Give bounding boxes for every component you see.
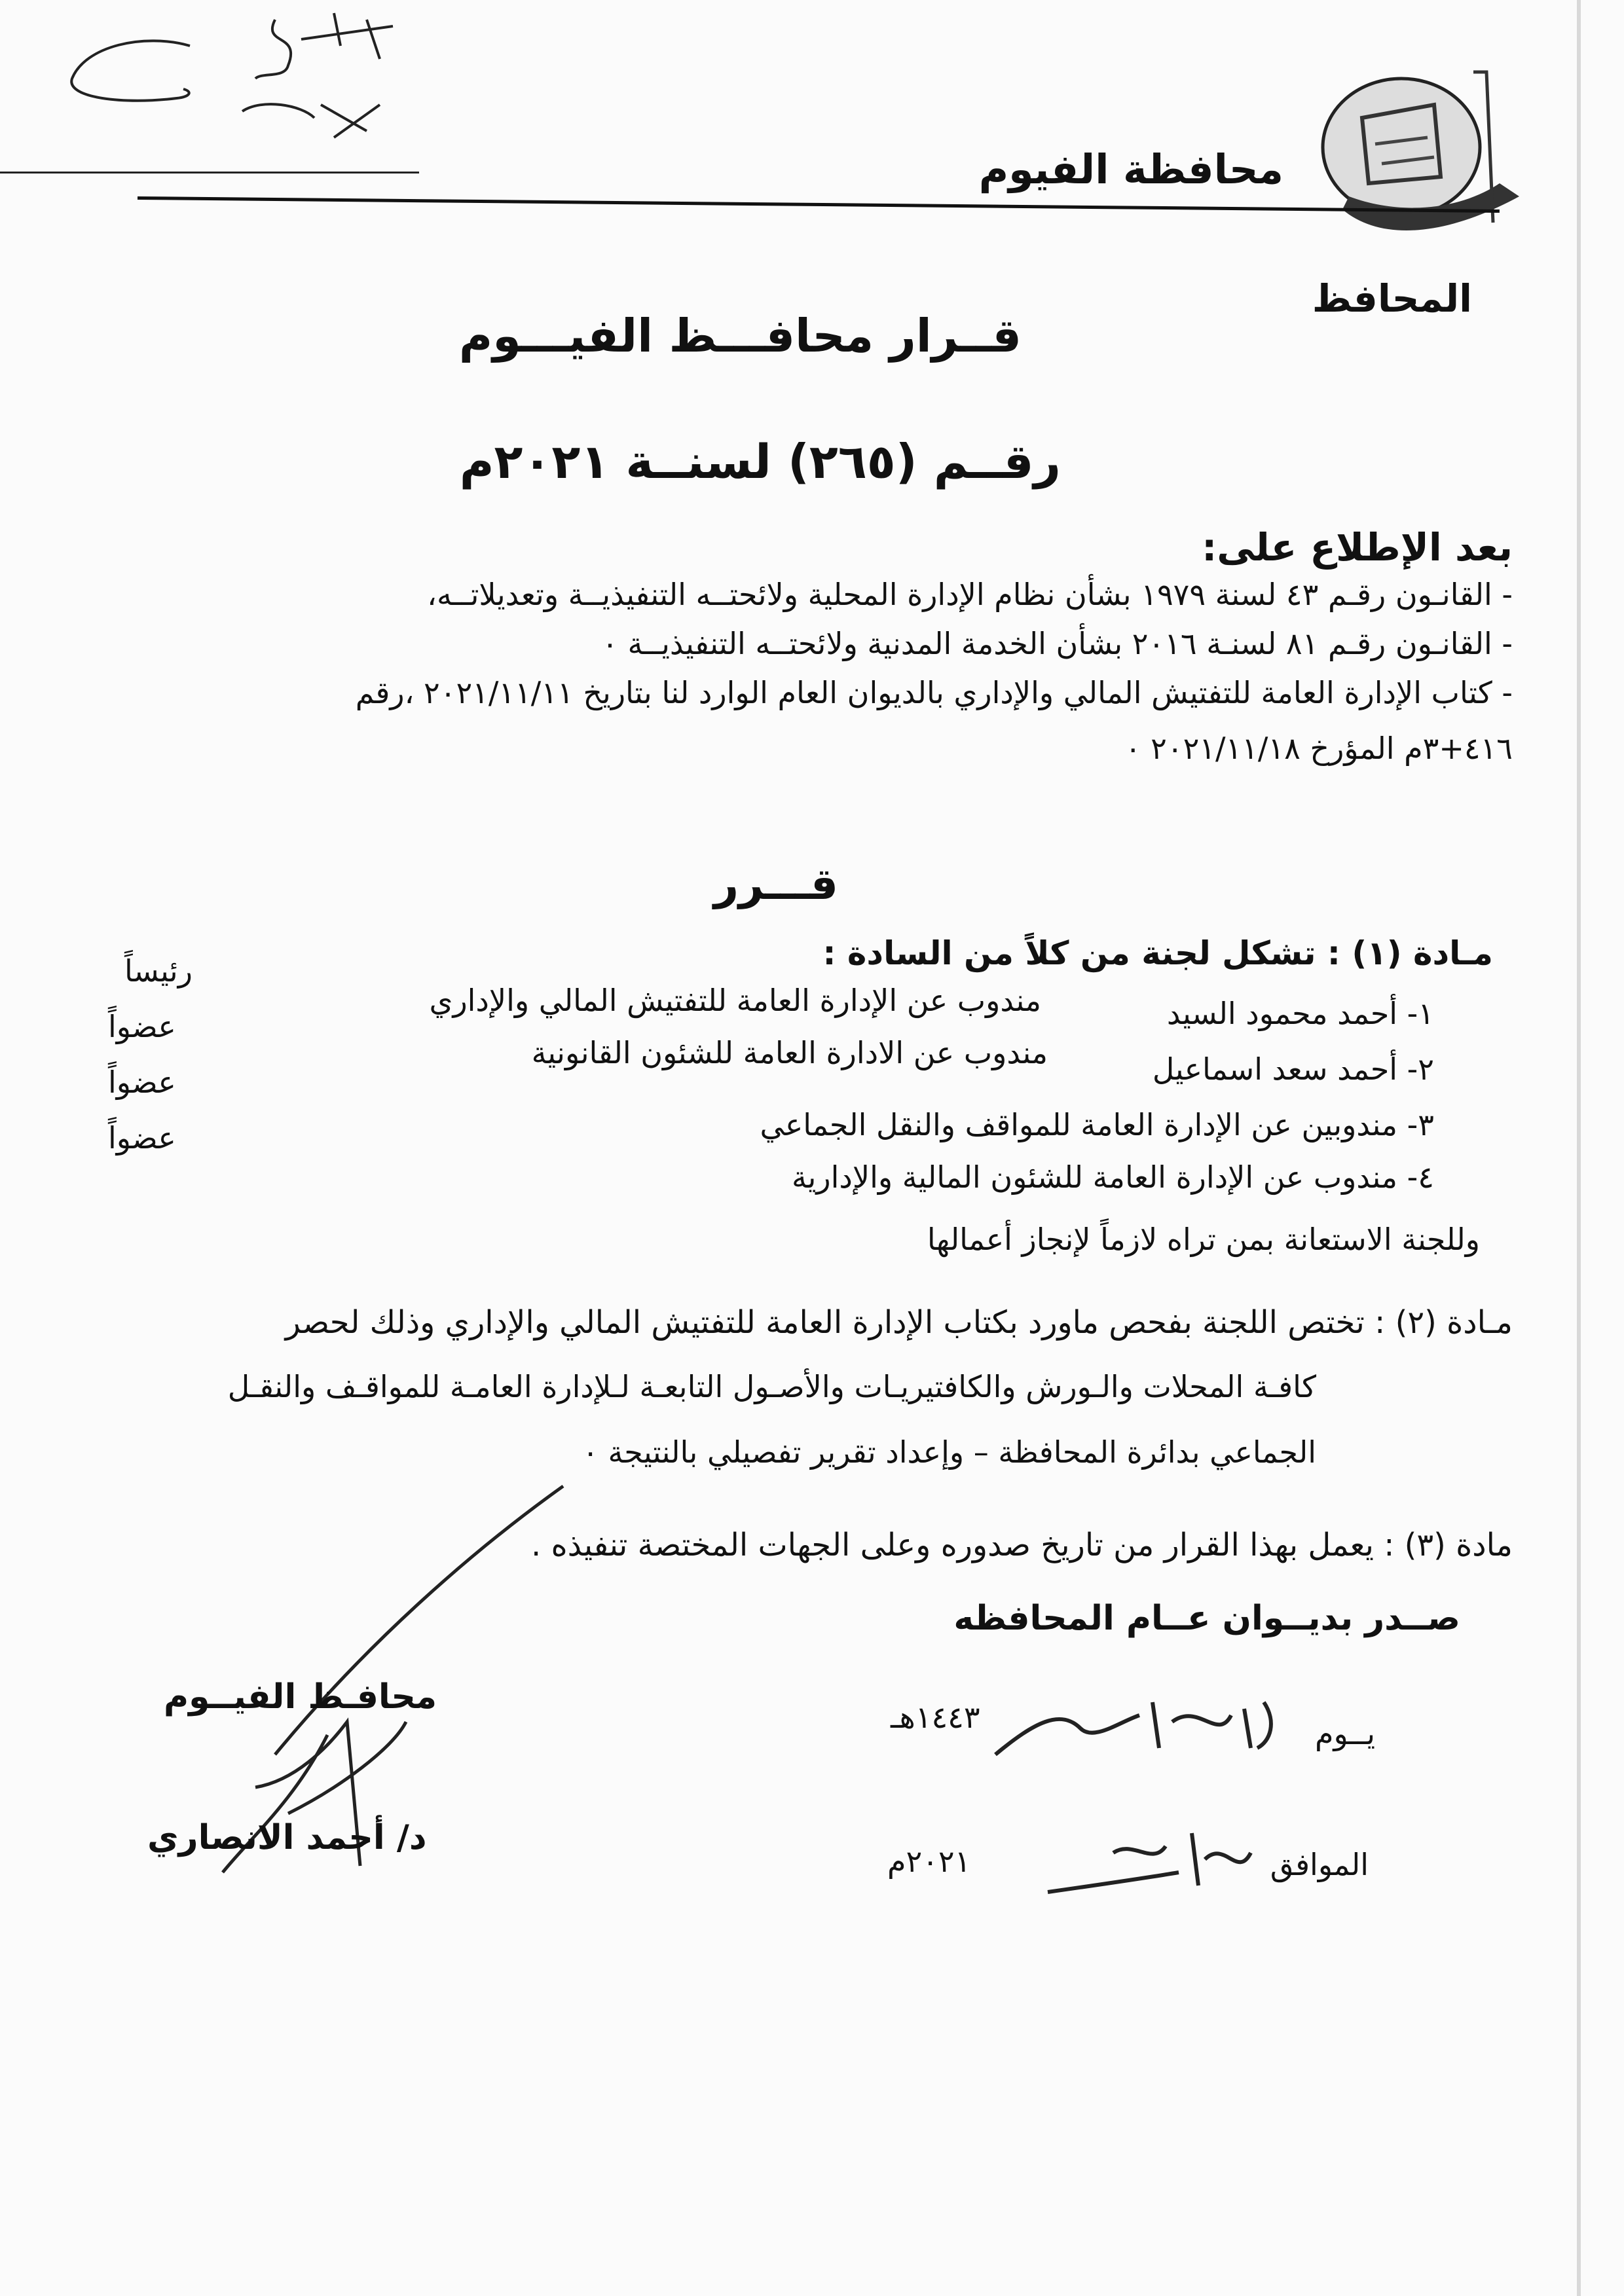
article3-line: مادة (٣) : يعمل بهذا القرار من تاريخ صدوره وعلى الجهات المختصة تنفيذه . — [530, 1527, 1513, 1563]
decision-title: قــرار محافـــظ الفيـــوم — [458, 309, 1022, 363]
member-name: ١- أحمد محمود السيد — [1166, 996, 1434, 1031]
article2-line: الجماعي بدائرة المحافظة – وإعداد تقرير تفصيلي بالنتيجة ٠ — [582, 1434, 1316, 1470]
member-name: ٢- أحمد سعد اسماعيل — [1152, 1051, 1434, 1087]
greg-year: ٢٠٢١م — [887, 1844, 971, 1879]
signatory-title: محافـظ الفيــوم — [164, 1677, 437, 1717]
member-role: عضواً — [108, 1009, 176, 1044]
member-name: ٣- مندوبين عن الإدارة العامة للمواقف والنقل الجماعي — [760, 1107, 1434, 1142]
member-name: ٤- مندوب عن الإدارة العامة للشئون المالية والإدارية — [791, 1159, 1434, 1195]
emblem-icon — [1303, 65, 1526, 242]
preamble-item: - القانـون رقـم ٤٣ لسنة ١٩٧٩ بشأن نظام الإدارة المحلية ولائحتــه التنفيذيــة وتعديلاتــه، — [427, 577, 1513, 612]
decision-number: رقــم (٢٦٥) لسنــة ٢٠٢١م — [459, 434, 1061, 489]
greg-label: الموافق — [1270, 1847, 1369, 1882]
day-label: يــوم — [1315, 1716, 1375, 1751]
member-role: عضواً — [108, 1120, 176, 1156]
article1-heading: مـادة (١) : تشكل لجنة من كلاً من السادة : — [822, 934, 1493, 972]
handwritten-annotation — [26, 7, 419, 177]
preamble-item: ٤١٦+٣م المؤرخ ٢٠٢١/١١/١٨ ٠ — [1124, 731, 1513, 766]
greg-date-handwritten — [1035, 1813, 1264, 1899]
preamble-item: - كتاب الإدارة العامة للتفتيش المالي والإداري بالديوان العام الوارد لنا بتاريخ ٢٠٢١/١١/١١ ،رقم — [355, 675, 1513, 710]
issued-statement: صــدر بديــوان عــام المحافظه — [953, 1599, 1460, 1638]
member-role: رئيساً — [124, 953, 193, 989]
handwritten-date-icon — [1035, 1813, 1264, 1899]
governorate-name: محافظة الفيوم — [978, 145, 1283, 193]
hijri-date-handwritten — [982, 1683, 1290, 1768]
member-desc: مندوب عن الإدارة العامة للتفتيش المالي والإداري — [429, 983, 1041, 1018]
preamble-heading: بعد الإطلاع على: — [1202, 525, 1513, 570]
handwritten-date-icon — [982, 1683, 1290, 1768]
governorate-emblem — [1303, 65, 1526, 242]
article2-line: مـادة (٢) : تختص اللجنة بفحص ماورد بكتاب الإدارة العامة للتفتيش المالي والإداري وذلك لحصر — [285, 1304, 1513, 1341]
article1-closing: وللجنة الاستعانة بمن تراه لازماً لإنجاز أعمالها — [927, 1222, 1480, 1257]
member-desc: مندوب عن الادارة العامة للشئون القانونية — [531, 1035, 1048, 1070]
member-role: عضواً — [108, 1065, 176, 1100]
page-edge — [1577, 0, 1581, 2296]
article2-line: كافـة المحلات والـورش والكافتيريـات والأصـول التابعـة لـلإدارة العامـة للمواقـف والنقـل — [227, 1369, 1316, 1404]
annotation-underline — [0, 172, 419, 173]
signatory-name: د/ أحمد الانصاري — [147, 1818, 427, 1857]
preamble-item: - القانـون رقـم ٨١ لسنـة ٢٠١٦ بشأن الخدمة المدنية ولائحتــه التنفيذيــة ٠ — [602, 626, 1513, 661]
hijri-year: ١٤٤٣هـ — [891, 1700, 980, 1735]
header-rule — [138, 196, 1500, 213]
decision-heading: قـــرر — [714, 859, 838, 909]
office-label: المحافظ — [1312, 276, 1472, 321]
